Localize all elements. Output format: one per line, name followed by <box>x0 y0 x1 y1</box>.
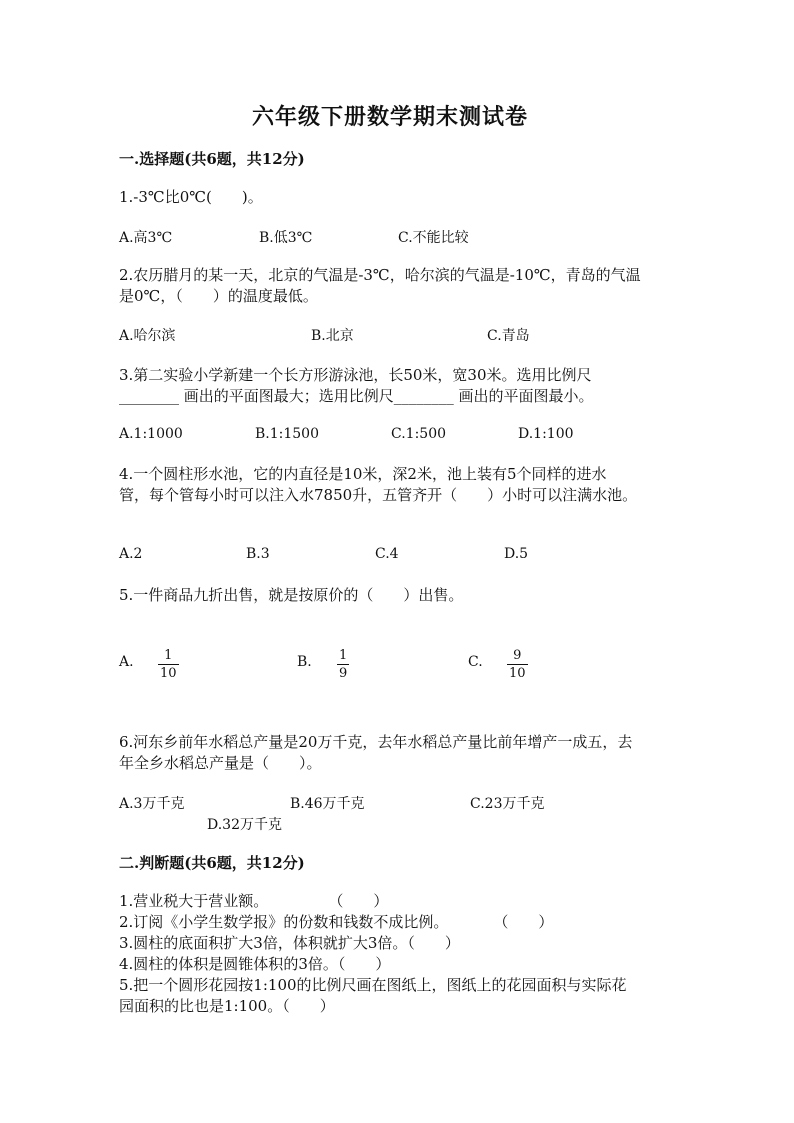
fraction-bar <box>158 664 179 665</box>
question-4-line-1: 4.一个圆柱形水池，它的内直径是10米，深2米，池上装有5个同样的进水 <box>119 465 607 483</box>
fraction-denominator: 10 <box>160 666 177 681</box>
question-6-option-d: D.32万千克 <box>207 817 282 833</box>
question-5-option-a-fraction <box>158 648 179 681</box>
question-6-option-a: A.3万千克 <box>119 796 185 812</box>
question-2-option-b: B.北京 <box>311 328 354 344</box>
question-3-option-d: D.1:100 <box>518 426 574 442</box>
question-1-option-b: B.低3℃ <box>259 230 313 246</box>
question-4-option-d: D.5 <box>504 546 529 562</box>
section-heading-judgement: 二.判断题(共6题，共12分) <box>119 854 305 872</box>
question-5-option-b-label: B. <box>297 654 312 670</box>
question-3-option-a: A.1:1000 <box>119 426 183 442</box>
question-4-option-b: B.3 <box>246 546 270 562</box>
question-5-stem: 5.一件商品九折出售，就是按原价的（ ）出售。 <box>119 586 464 604</box>
fraction-bar <box>507 664 528 665</box>
question-5-option-c-fraction <box>507 648 528 681</box>
question-5-option-c-label: C. <box>468 654 483 670</box>
judgement-item-5-line-1: 5.把一个圆形花园按1:100的比例尺画在图纸上，图纸上的花园面积与实际花 <box>119 976 627 994</box>
question-3-line-1: 3.第二实验小学新建一个长方形游泳池，长50米，宽30米。选用比例尺 <box>119 366 592 384</box>
fraction-denominator: 10 <box>509 666 526 681</box>
question-6-option-c: C.23万千克 <box>470 796 545 812</box>
fraction-denominator: 9 <box>339 666 348 681</box>
page-title: 六年级下册数学期末测试卷 <box>252 104 529 130</box>
question-5-option-a-label: A. <box>119 654 134 670</box>
question-1-stem: 1.-3℃比0℃( )。 <box>119 188 263 206</box>
judgement-item-2: 2.订阅《小学生数学报》的份数和钱数不成比例。 （ ） <box>119 913 554 931</box>
question-3-line-2: ________ 画出的平面图最大；选用比例尺________ 画出的平面图最小。 <box>119 387 594 405</box>
section-heading-choice: 一.选择题(共6题，共12分) <box>119 150 305 168</box>
question-1-option-a: A.高3℃ <box>119 230 173 246</box>
question-5-option-b-fraction <box>337 648 349 681</box>
question-6-line-1: 6.河东乡前年水稻总产量是20万千克，去年水稻总产量比前年增产一成五，去 <box>119 733 633 751</box>
fraction-numerator: 1 <box>339 648 348 663</box>
judgement-item-5-line-2: 园面积的比也是1:100。（ ） <box>119 997 335 1015</box>
question-2-option-a: A.哈尔滨 <box>119 328 176 344</box>
question-4-option-a: A.2 <box>119 546 143 562</box>
question-1-option-c: C.不能比较 <box>398 230 469 246</box>
question-2-option-c: C.青岛 <box>487 328 530 344</box>
fraction-bar <box>337 664 349 665</box>
question-4-option-c: C.4 <box>375 546 399 562</box>
question-6-option-b: B.46万千克 <box>290 796 365 812</box>
question-2-line-2: 是0℃，（ ）的温度最低。 <box>119 287 318 305</box>
question-3-option-b: B.1:1500 <box>255 426 319 442</box>
judgement-item-3: 3.圆柱的底面积扩大3倍，体积就扩大3倍。（ ） <box>119 934 460 952</box>
judgement-item-1: 1.营业税大于营业额。 （ ） <box>119 892 389 910</box>
question-2-line-1: 2.农历腊月的某一天，北京的气温是-3℃，哈尔滨的气温是-10℃，青岛的气温 <box>119 266 641 284</box>
question-6-line-2: 年全乡水稻总产量是（ ）。 <box>119 754 322 772</box>
question-4-line-2: 管，每个管每小时可以注入水7850升，五管齐开（ ）小时可以注满水池。 <box>119 486 638 504</box>
judgement-item-4: 4.圆柱的体积是圆锥体积的3倍。（ ） <box>119 955 391 973</box>
fraction-numerator: 1 <box>164 648 173 663</box>
question-3-option-c: C.1:500 <box>391 426 447 442</box>
fraction-numerator: 9 <box>513 648 522 663</box>
